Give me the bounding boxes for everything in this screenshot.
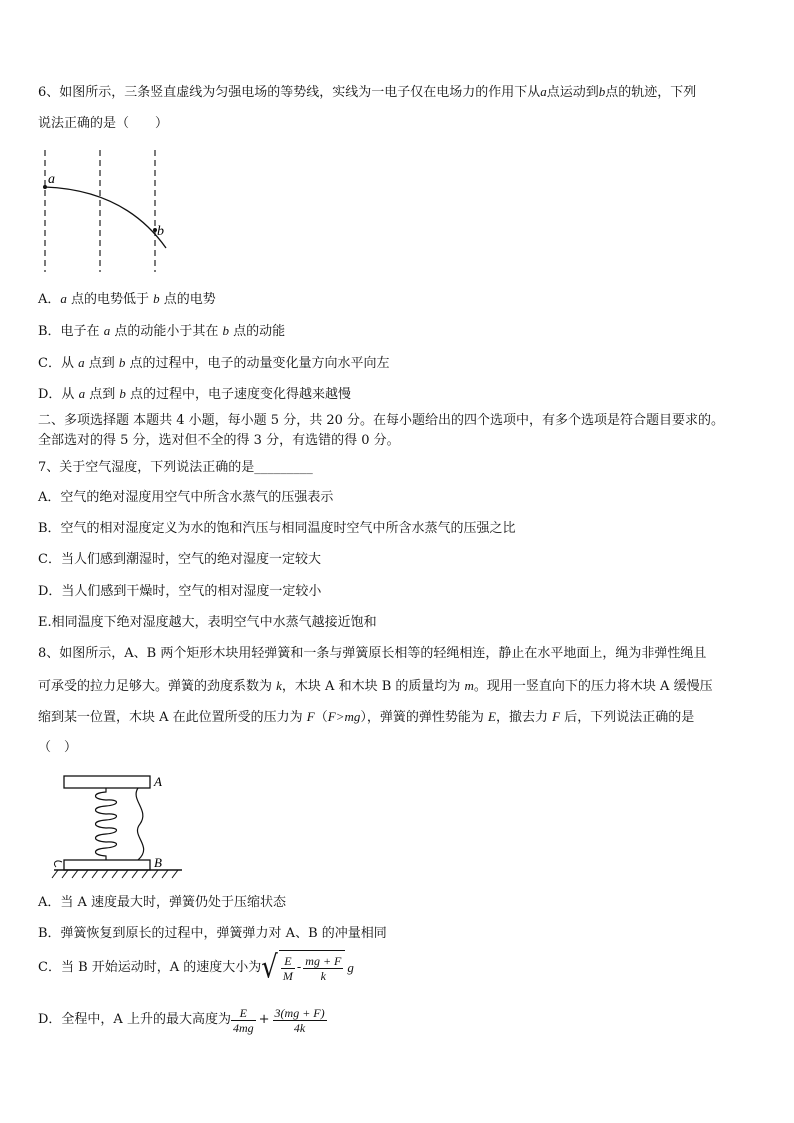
q6-stem-end: 点的轨迹，下列	[605, 85, 697, 100]
point-a	[43, 185, 47, 189]
var-a: a	[60, 291, 67, 306]
option-text: 点的电势	[159, 292, 216, 307]
section2-line2: 全部选对的得 5 分，选对但不全的得 3 分，有选错的得 0 分。	[38, 433, 400, 448]
q7-option-d: D．当人们感到干燥时，空气的相对湿度一定较小	[38, 584, 322, 599]
var-a: a	[103, 323, 111, 338]
text: 缩到某一位置，木块 A 在此位置所受的压力为	[38, 710, 307, 725]
fraction-e-over-m	[281, 954, 295, 983]
text: （	[314, 710, 328, 725]
var-k: k	[276, 678, 282, 693]
q6-stem-line1	[38, 84, 696, 101]
q8-option-d	[38, 1000, 327, 1041]
var-b: b	[119, 386, 126, 401]
option-prefix: D．从	[38, 387, 79, 402]
option-text: 点到	[85, 387, 120, 402]
denominator: k	[320, 968, 326, 983]
spring	[96, 788, 117, 860]
q8-option-b: B．弹簧恢复到原长的过程中，弹簧弹力对 A、B 的冲量相同	[38, 926, 387, 941]
plus-sign: +	[258, 1012, 270, 1027]
option-prefix: B．电子在	[38, 324, 104, 339]
ground-hatch	[52, 870, 178, 878]
var-a: a	[78, 386, 86, 401]
option-text: 点的过程中，电子速度变化得越来越慢	[125, 387, 351, 402]
option-text: D．全程中，A 上升的最大高度为	[38, 1012, 231, 1027]
q8-stem-line1: 8、如图所示，A、B 两个矩形木块用轻弹簧和一条与弹簧原长相等的轻绳相连，静止在水平地面上，绳为非弹性绳且	[38, 646, 707, 661]
q6-stem-line2: 说法正确的是（ ）	[38, 116, 169, 131]
q6-option-a	[38, 291, 216, 308]
q6-figure	[30, 146, 180, 276]
var-b: b	[118, 355, 126, 370]
numerator: mg + F	[305, 953, 342, 968]
option-text: 点到	[84, 356, 119, 371]
q8-stem-line3	[38, 709, 694, 726]
denominator: 4k	[293, 1020, 306, 1035]
q6-stem-var-b: b	[598, 84, 606, 99]
hook-mark	[54, 861, 62, 867]
var-b: b	[222, 323, 229, 338]
label-block-a: A	[154, 774, 162, 789]
q6-option-b	[38, 323, 285, 340]
option-text: 点的电势低于	[66, 292, 154, 307]
q6-stem-text: 6、如图所示，三条竖直虚线为匀强电场的等势线，实线为一电子仅在电场力的作用下从	[38, 85, 541, 100]
label-block-b: B	[154, 855, 162, 870]
section2-line1: 二、多项选择题 本题共 4 小题，每小题 5 分，共 20 分。在每小题给出的四个选项中，有多个选项是符合题目要求的。	[38, 413, 725, 428]
option-prefix: C．从	[38, 356, 79, 371]
condition: F>mg	[327, 709, 361, 724]
numerator: E	[231, 1006, 256, 1021]
text: ，木块 A 和木块 B 的质量均为	[281, 679, 465, 694]
var-F: F	[306, 709, 315, 724]
rope	[136, 788, 144, 860]
text: 可承受的拉力足够大。弹簧的劲度系数为	[38, 679, 277, 694]
option-text: C．当 B 开始运动时，A 的速度大小为	[38, 959, 262, 975]
q8-option-a: A．当 A 速度最大时，弹簧仍处于压缩状态	[38, 895, 287, 910]
q7-option-b: B．空气的相对湿度定义为水的饱和汽压与相同温度时空气中所含水蒸气的压强之比	[38, 521, 516, 536]
fraction-e-over-4mg	[231, 1006, 256, 1035]
q7-stem	[38, 460, 313, 476]
q7-stem-text: 7、关于空气湿度，下列说法正确的是	[38, 460, 255, 475]
fraction-mg-plus-f-over-k	[303, 954, 343, 983]
option-prefix: A．	[38, 292, 61, 307]
var-g: g	[347, 959, 354, 975]
numerator: E	[281, 954, 295, 969]
q6-stem-var-a: a	[540, 84, 547, 99]
option-text: 点的动能	[228, 324, 286, 339]
block-a	[64, 776, 150, 788]
fraction-3mgf-over-4k	[273, 1006, 327, 1035]
electron-trajectory	[45, 187, 166, 248]
q8-stem-line2	[38, 678, 713, 695]
sqrt-content	[279, 950, 346, 986]
var-b: b	[153, 291, 160, 306]
var-m: m	[464, 678, 474, 693]
q8-answer-paren: （ ）	[38, 740, 78, 755]
q8-figure	[32, 766, 212, 886]
text: 。现用一竖直向下的压力将木块 A 缓慢压	[473, 679, 713, 694]
minus-sign: -	[296, 960, 302, 975]
q7-option-a: A．空气的绝对湿度用空气中所含水蒸气的压强表示	[38, 490, 334, 505]
q6-option-d	[38, 386, 351, 403]
q7-option-c: C．当人们感到潮湿时，空气的绝对湿度一定较大	[38, 552, 321, 567]
answer-blank: _________	[254, 460, 313, 475]
text: ，撤去力	[495, 710, 553, 725]
label-a: a	[48, 172, 55, 187]
q6-stem-mid: 点运动到	[546, 85, 599, 100]
q7-option-e: E.相同温度下绝对湿度越大，表明空气中水蒸气越接近饱和	[38, 615, 377, 630]
label-b: b	[157, 224, 164, 239]
var-F: F	[552, 709, 561, 724]
var-a: a	[78, 355, 85, 370]
numerator: 3(mg + F)	[274, 1005, 325, 1020]
text: 后，下列说法正确的是	[560, 710, 695, 725]
denominator: M	[282, 968, 293, 983]
var-E: E	[488, 709, 496, 724]
denominator: 4mg	[232, 1020, 254, 1035]
sqrt-icon: √	[261, 949, 278, 986]
block-b	[64, 860, 150, 870]
option-text: 点的过程中，电子的动量变化量方向水平向左	[125, 356, 390, 371]
q8-option-c	[38, 950, 354, 986]
q6-option-c	[38, 355, 390, 372]
option-text: 点的动能小于其在	[110, 324, 223, 339]
text: ），弹簧的弹性势能为	[360, 710, 489, 725]
